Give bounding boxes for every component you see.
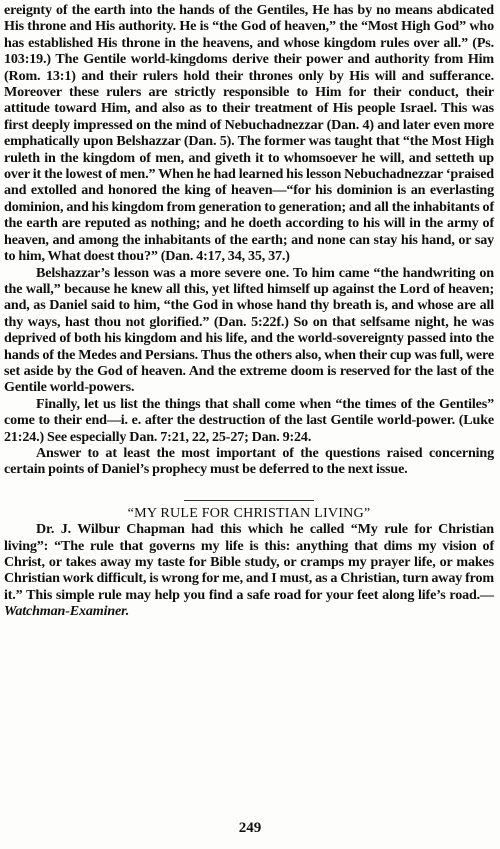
- section-body-text: Dr. J. Wilbur Chapman had this which he called “My rule for Christian living”: “The rule that governs my life is this: anything that dims my vision of Christ, or takes away my taste for Bible study, or cramps my prayer life, or makes Christian work difficult, is wrong for me, and I must, as a Christian, turn away from it.” This simple rule may help you find a safe road for your feet along life’s road.—: [4, 521, 494, 603]
- paragraph-finally: Finally, let us list the things that shall come when “the times of the Gentiles” come to their end—i. e. after the destruction of the last Gentile world-power. (Luke 21:24.) See especially Dan. 7:21, 22, 25-27; Dan. 9:24.: [4, 395, 494, 445]
- paragraph-belshazzar: Belshazzar’s lesson was a more severe one. To him came “the handwriting on the wall,” because he knew all this, yet lifted himself up against the Lord of heaven; and, as Daniel said to him, “the God in whose hand thy breath is, and whose are all thy ways, hast thou not glorified.” (Dan. 5:22f.) So on that selfsame night, he was deprived of both his kingdom and his life, and the world-sovereignty passed into the hands of the Medes and Persians. Thus the others also, when their cup was full, were set aside by the God of heaven. And the extreme doom is reserved for the last of the Gentile world-powers.: [4, 264, 494, 396]
- text-column: [4, 2, 494, 620]
- section-divider: [184, 500, 314, 501]
- section-body: [4, 521, 494, 619]
- section-heading: “MY RULE FOR CHRISTIAN LIVING”: [127, 504, 371, 521]
- page-number: 249: [238, 820, 262, 836]
- source-signature: Watchman-Examiner.: [4, 603, 130, 620]
- paragraph-answer: Answer to at least the most important of the questions raised concerning certain points of Daniel’s prophecy must be deferred to the next issue.: [4, 444, 494, 478]
- paragraph-continued: ereignty of the earth into the hands of the Gentiles, He has by no means abdicated His throne and His authority. He is “the God of heaven,” the “Most High God” who has established His throne in the heavens, and whose kingdom rules over all.” (Ps. 103:19.) The Gentile world-kingdoms derive their power and authority from Him (Rom. 13:1) and their rulers hold their thrones only by His will and sufferance. Moreover these rulers are strictly responsible to Him for their conduct, their attitude toward Him, and also as to their treatment of His people Israel. This was first deeply impressed on the mind of Nebuchadnezzar (Dan. 4) and later even more emphatically upon Belshazzar (Dan. 5). The former was taught that “the Most High ruleth in the kingdom of men, and giveth it to whomsoever he will, and setteth up over it the lowest of men.” When he had learned his lesson Nebuchadnezzar ‘praised and extolled and honored the king of heaven—“for his dominion is an everlasting dominion, and his kingdom from generation to generation; and all the inhabitants of the earth are reputed as nothing; and he doeth according to his will in the army of heaven, and among the inhabitants of the earth; and none can stay his hand, or say to him, What doest thou?” (Dan. 4:17, 34, 35, 37.): [4, 2, 494, 265]
